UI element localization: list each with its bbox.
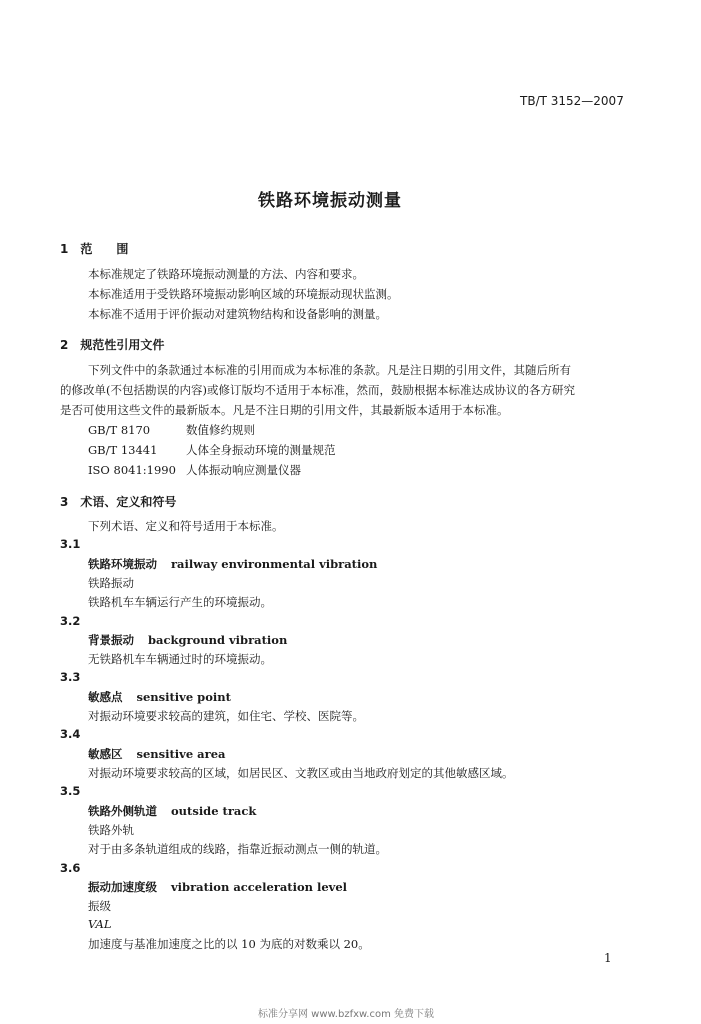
term-title (88, 879, 347, 895)
term-number: 3.4 (60, 727, 81, 741)
section-2-text-line: 是否可使用这些文件的最新版本。凡是不注日期的引用文件，其最新版本适用于本标准。 (60, 403, 509, 417)
term-symbol: VAL (88, 917, 112, 931)
reference-name: 数值修约规则 (186, 423, 255, 437)
term-title (88, 746, 225, 762)
term-synonym: 铁路外轨 (88, 823, 134, 837)
term-synonym: 振级 (88, 899, 111, 913)
section-2-heading: 2 规范性引用文件 (60, 338, 165, 352)
term-number: 3.3 (60, 670, 81, 684)
term-definition: 铁路机车车辆运行产生的环境振动。 (88, 595, 272, 609)
term-title (88, 803, 256, 819)
reference-code: ISO 8041:1990 (88, 463, 176, 477)
section-3-heading: 3 术语、定义和符号 (60, 495, 177, 509)
term-definition: 对振动环境要求较高的建筑，如住宅、学校、医院等。 (88, 709, 364, 723)
document-title: 铁路环境振动测量 (258, 191, 402, 211)
term-english: vibration acceleration level (171, 880, 348, 894)
term-number: 3.5 (60, 784, 81, 798)
term-chinese: 铁路外侧轨道 (88, 804, 157, 818)
section-1-paragraph: 本标准不适用于评价振动对建筑物结构和设备影响的测量。 (88, 307, 387, 321)
term-chinese: 敏感点 (88, 690, 123, 704)
term-chinese: 背景振动 (88, 633, 134, 647)
term-definition: 对振动环境要求较高的区域，如居民区、文教区或由当地政府划定的其他敏感区域。 (88, 766, 514, 780)
section-2-text-line: 的修改单(不包括勘误的内容)或修订版均不适用于本标准，然而，鼓励根据本标准达成协议的各方研究 (60, 383, 575, 397)
term-english: outside track (171, 804, 257, 818)
term-definition: 无铁路机车车辆通过时的环境振动。 (88, 652, 272, 666)
watermark-footer: 标准分享网 www.bzfxw.com 免费下载 (258, 1009, 434, 1020)
reference-name: 人体全身振动环境的测量规范 (186, 443, 336, 457)
reference-item (88, 422, 255, 438)
term-english: sensitive point (136, 690, 231, 704)
term-number: 3.6 (60, 861, 81, 875)
term-number: 3.2 (60, 614, 81, 628)
section-1-paragraph: 本标准规定了铁路环境振动测量的方法、内容和要求。 (88, 267, 364, 281)
term-chinese: 振动加速度级 (88, 880, 157, 894)
reference-item (88, 462, 301, 478)
term-chinese: 敏感区 (88, 747, 123, 761)
term-english: background vibration (148, 633, 288, 647)
term-english: sensitive area (136, 747, 226, 761)
section-1-heading: 1 范 围 (60, 242, 129, 256)
term-definition: 加速度与基准加速度之比的以 10 为底的对数乘以 20。 (88, 937, 370, 951)
term-title (88, 689, 231, 705)
term-synonym: 铁路振动 (88, 576, 134, 590)
term-title (88, 632, 287, 648)
term-title (88, 556, 377, 572)
section-1-paragraph: 本标准适用于受铁路环境振动影响区域的环境振动现状监测。 (88, 287, 399, 301)
term-chinese: 铁路环境振动 (88, 557, 157, 571)
page-number: 1 (604, 951, 612, 965)
reference-name: 人体振动响应测量仪器 (186, 463, 301, 477)
reference-item (88, 442, 336, 458)
section-3-intro: 下列术语、定义和符号适用于本标准。 (88, 519, 284, 533)
section-2-text-line: 下列文件中的条款通过本标准的引用而成为本标准的条款。凡是注日期的引用文件，其随后所有 (88, 363, 571, 377)
term-definition: 对于由多条轨道组成的线路，指靠近振动测点一侧的轨道。 (88, 842, 387, 856)
standard-code: TB/T 3152—2007 (520, 94, 624, 108)
term-english: railway environmental vibration (171, 557, 378, 571)
term-number: 3.1 (60, 537, 81, 551)
reference-code: GB/T 13441 (88, 443, 158, 457)
reference-code: GB/T 8170 (88, 423, 151, 437)
